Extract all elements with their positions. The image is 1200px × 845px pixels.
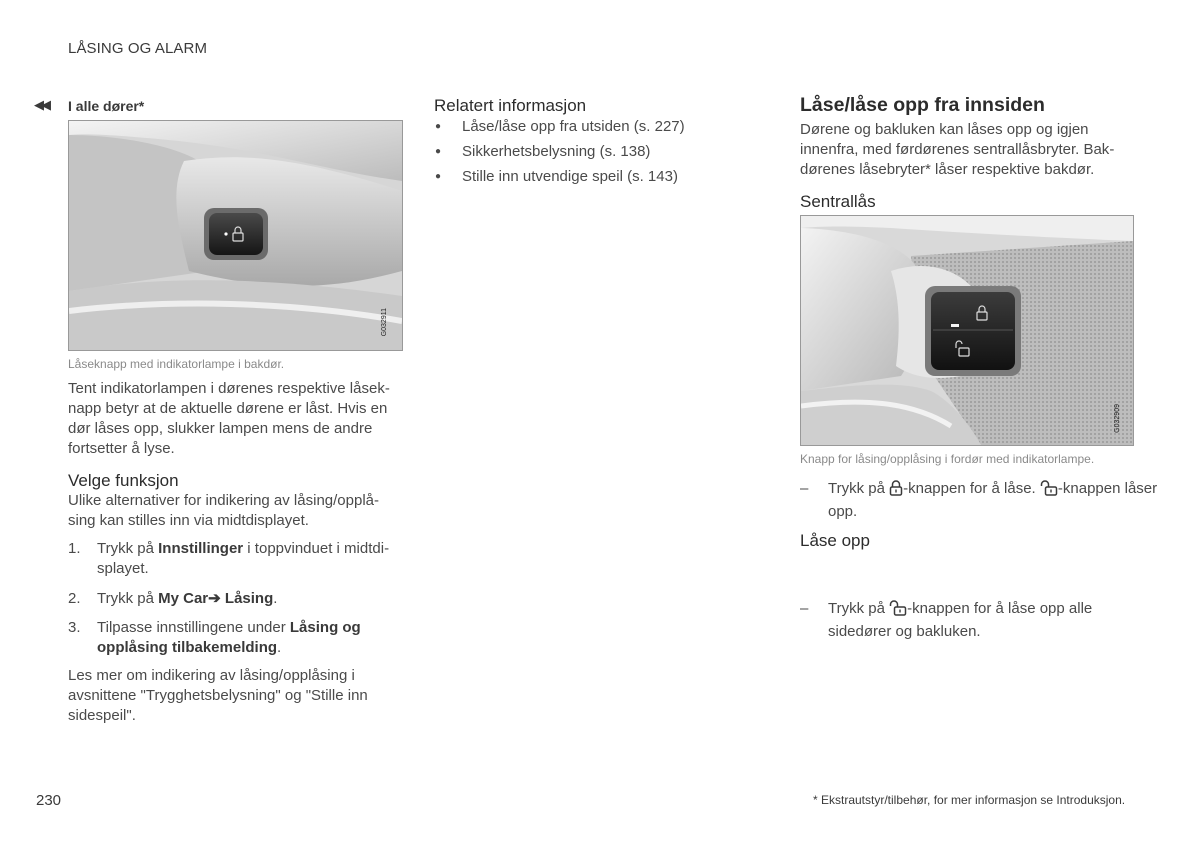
rear-door-illustration: [69, 121, 402, 350]
subsection-title: I alle dører*: [68, 98, 145, 114]
continued-arrow-icon: ◀◀: [34, 97, 48, 112]
sentrallas-heading: Sentrallås: [800, 192, 876, 211]
lock-open-icon: [889, 600, 907, 622]
step-3: 3. Tilpasse innstillingene under Låsing og opplåsing tilbakemelding.: [68, 619, 361, 656]
velge-funksjon-text: Ulike alternativer for indikering av låsing/opplåsing kan stilles inn via midtdisplayet.: [68, 492, 379, 529]
page-number: 230: [36, 792, 62, 809]
related-info-heading: Relatert informasjon: [434, 96, 587, 115]
related-link[interactable]: ● Låse/låse opp fra utsiden (s. 227): [434, 117, 764, 137]
unlock-instruction: – Trykk på -knappen for å låse opp alle sidedører og bakluken.: [800, 600, 1093, 640]
lase-opp-heading: Låse opp: [800, 531, 870, 550]
intro-paragraph: Dørene og bakluken kan låses opp og igjen innenfra, med førdørenes sentrallåsbryter. Bakdørenes låsebryter* låser respektive bakdør.: [800, 121, 1115, 178]
footnote: * Ekstrautstyr/tilbehør, for mer informasjon se Introduksjon.: [813, 793, 1126, 807]
lock-closed-icon: [889, 480, 903, 502]
related-link[interactable]: ● Sikkerhetsbelysning (s. 138): [434, 142, 764, 162]
menu-my-car: My Car: [158, 590, 209, 607]
menu-lasing: Låsing: [224, 590, 274, 607]
rear-door-lock-image: [68, 120, 403, 351]
related-link[interactable]: ● Stille inn utvendige speil (s. 143): [434, 167, 764, 187]
indicator-paragraph: Tent indikatorlampen i dørenes respektive låseknapp betyr at de aktuelle dørene er låst. Hvis en dør låses opp, slukker lampen mens de andre fortsetter å lyse.: [68, 380, 390, 457]
step-1: 1. Trykk på Innstillinger i toppvinduet i midtdisplayet.: [68, 540, 390, 577]
image-code: G032911: [381, 307, 388, 336]
velge-funksjon-heading: Velge funksjon: [68, 471, 179, 490]
arrow-right-icon: ➔: [208, 590, 221, 607]
image-code: G032909: [1114, 404, 1121, 433]
image-caption: Knapp for låsing/opplåsing i fordør med indikatorlampe.: [800, 452, 1095, 466]
front-door-illustration: [801, 216, 1133, 445]
lock-open-icon: [1040, 480, 1058, 502]
closing-paragraph: Les mer om indikering av låsing/opplåsing i avsnittene "Trygghetsbelysning" og "Stille inn sidespeil".: [68, 667, 368, 724]
step-2: 2. Trykk på My Car➔ Låsing.: [68, 590, 278, 607]
lock-instruction: – Trykk på -knappen for å låse. -knappen låser opp.: [800, 480, 1158, 520]
related-links: [434, 117, 764, 192]
front-door-lock-image: [800, 215, 1134, 446]
menu-lasing-tilbakemelding: Låsing og opplåsing tilbakemelding: [97, 619, 361, 656]
steps-list: [68, 539, 398, 667]
section-header: LÅSING OG ALARM: [68, 40, 208, 57]
menu-innstillinger: Innstillinger: [158, 540, 244, 557]
main-section-heading: Låse/låse opp fra innsiden: [800, 94, 1045, 116]
image-caption: Låseknapp med indikatorlampe i bakdør.: [68, 357, 285, 371]
